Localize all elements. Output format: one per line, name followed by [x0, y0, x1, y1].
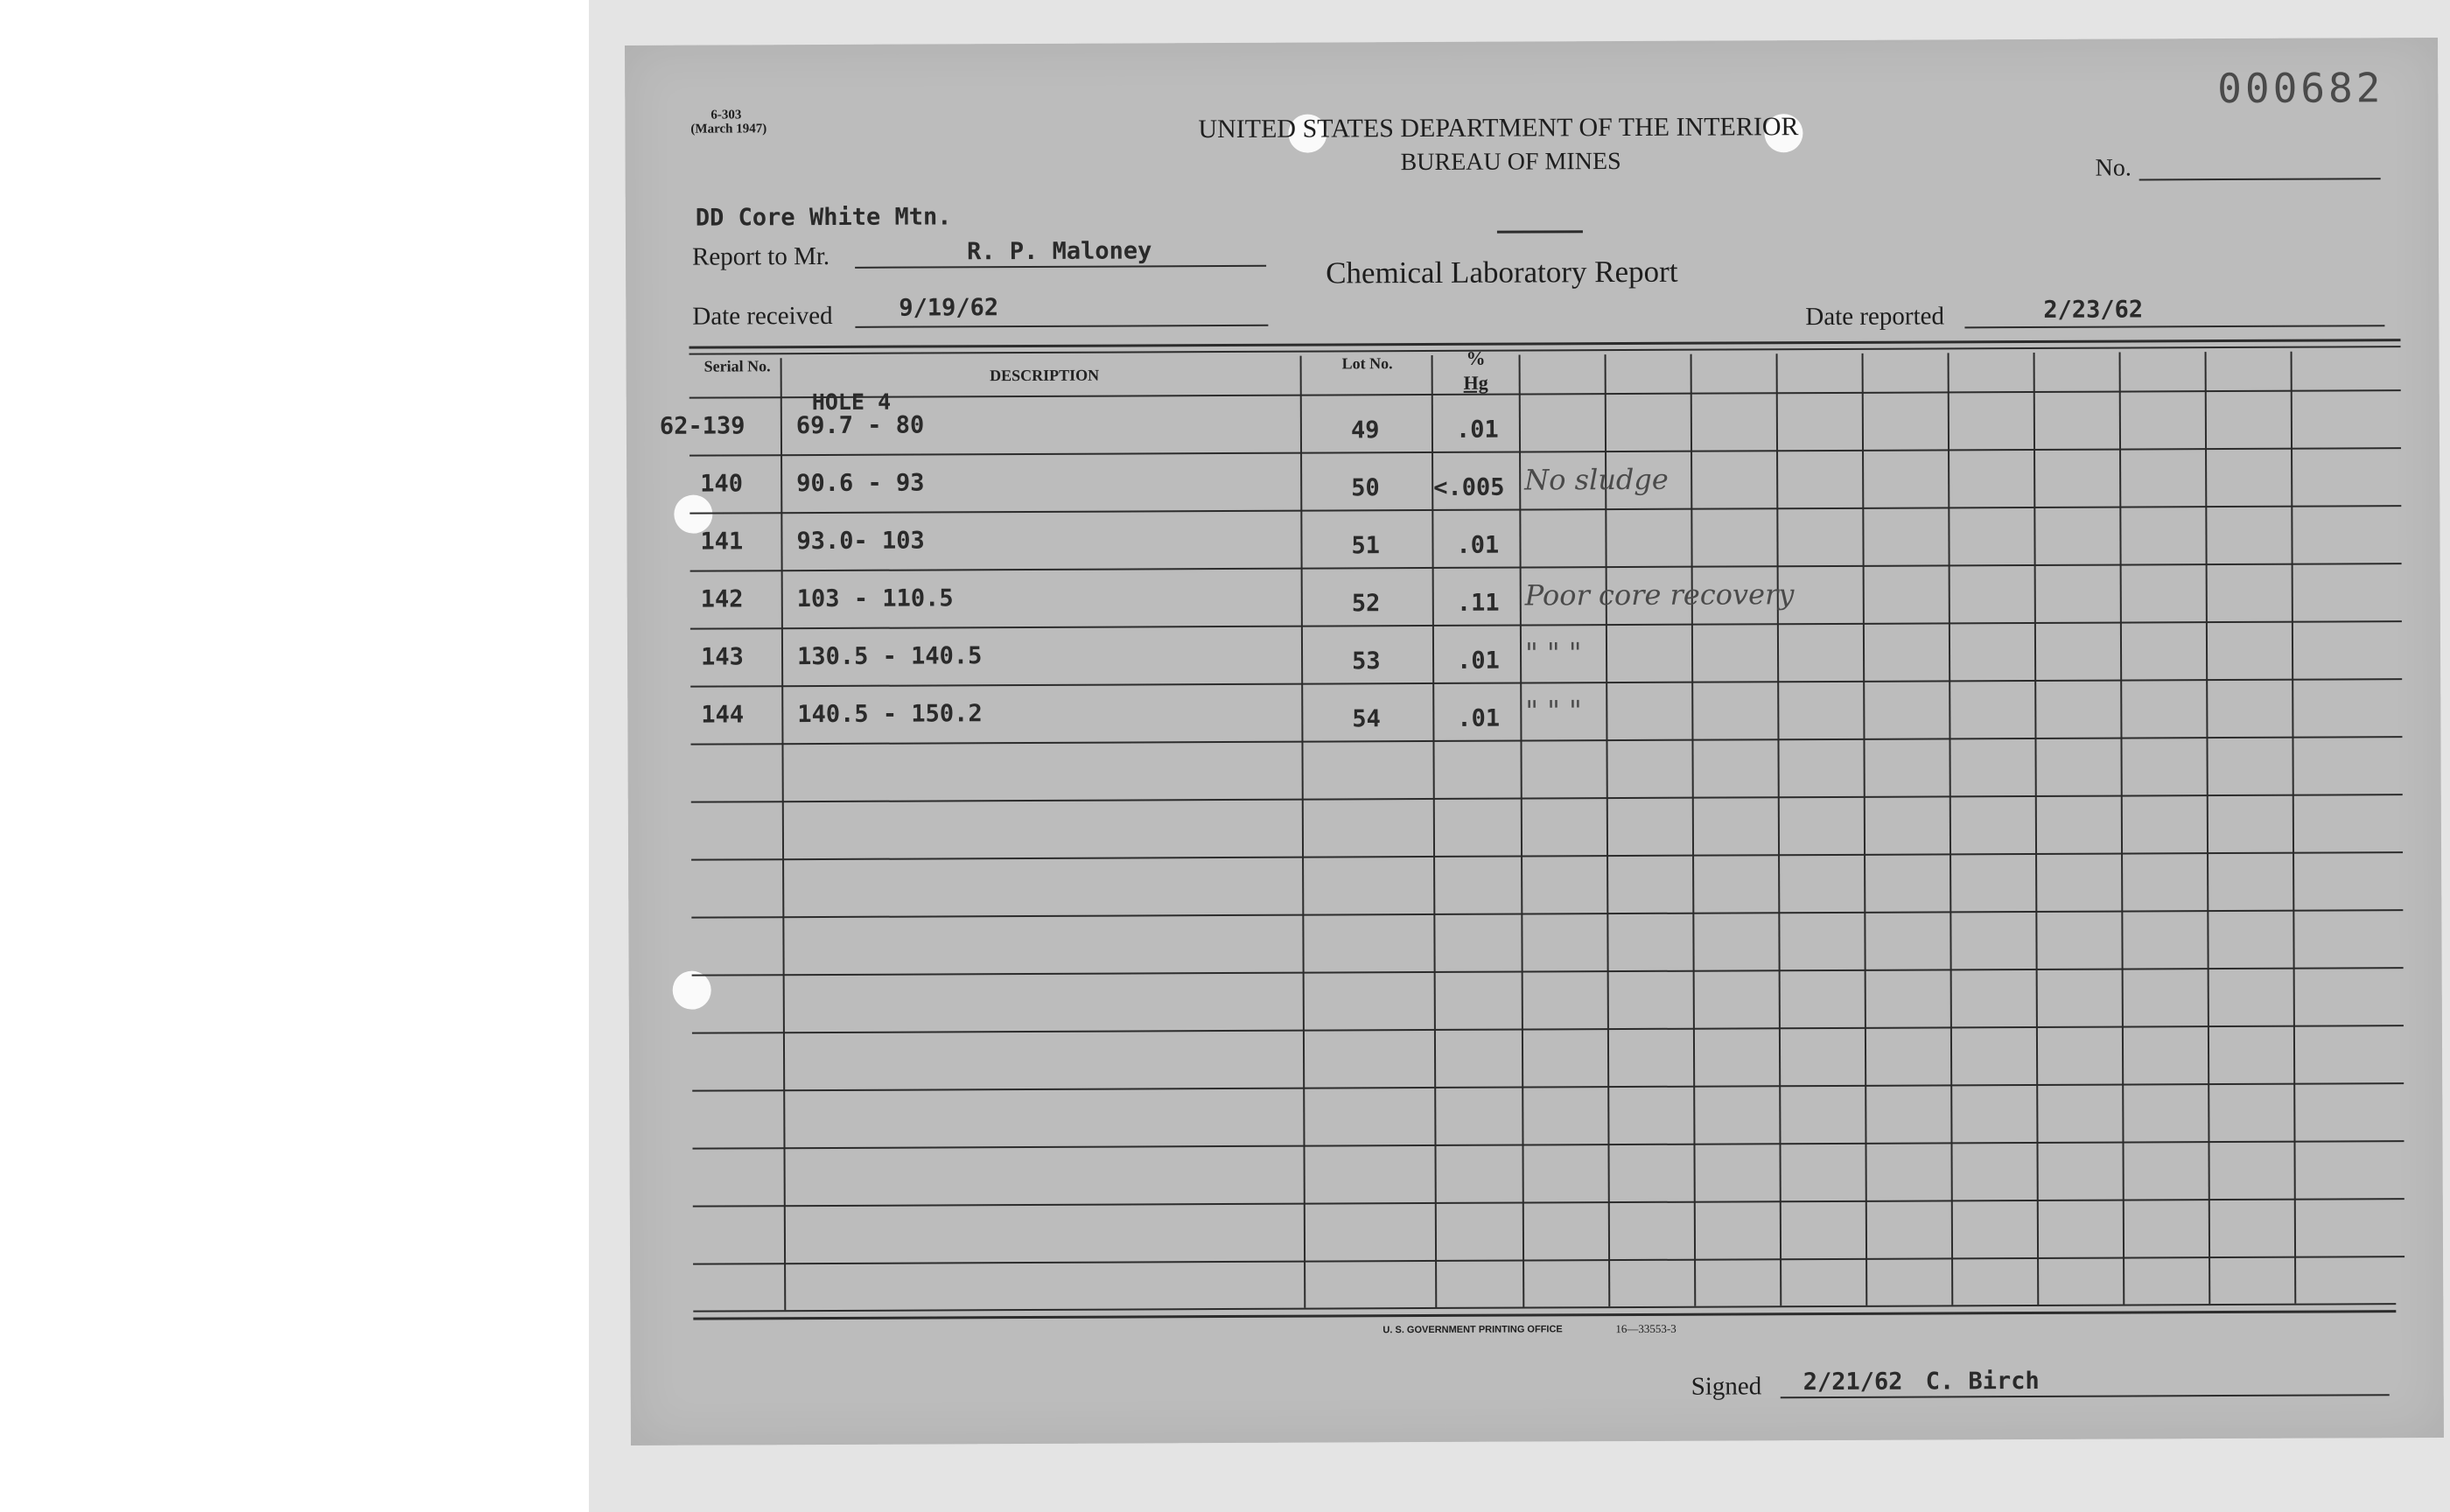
- header-description: DESCRIPTION: [990, 366, 1100, 385]
- grid-column-line: [1300, 356, 1306, 1308]
- grid-row-line: [691, 909, 2403, 919]
- row-serial-no: 62-139: [659, 412, 746, 440]
- row-lot-no: 52: [1351, 590, 1381, 618]
- grid-row-line: [690, 620, 2402, 630]
- grid-row-line: [693, 1256, 2404, 1265]
- row-serial-no: 144: [701, 701, 745, 729]
- grid-column-line: [2291, 352, 2297, 1304]
- signed-date: 2/21/62: [1802, 1368, 1903, 1396]
- row-serial-no: 142: [700, 585, 744, 613]
- grid-row-line: [690, 447, 2401, 457]
- grid-row-line: [692, 1140, 2404, 1150]
- grid-row-line: [690, 678, 2402, 688]
- row-lot-no: 51: [1351, 532, 1381, 560]
- header-serial-no: Serial No.: [704, 357, 771, 375]
- row-lot-no: 50: [1351, 474, 1380, 502]
- date-received-value: 9/19/62: [899, 294, 999, 322]
- row-lot-no: 49: [1350, 416, 1380, 444]
- report-to-underline: [855, 265, 1266, 269]
- grid-column-line: [2034, 353, 2040, 1305]
- header-hg: Hg: [1463, 371, 1488, 394]
- printing-office: U. S. GOVERNMENT PRINTING OFFICE: [1382, 1324, 1563, 1336]
- date-reported-value: 2/23/62: [2043, 296, 2144, 324]
- number-label: No.: [2095, 154, 2132, 182]
- row-description: 140.5 - 150.2: [797, 700, 983, 729]
- title-rule: [1497, 230, 1583, 233]
- row-description: 103 - 110.5: [796, 584, 954, 613]
- row-hg-value: .01: [1457, 704, 1501, 732]
- row-hg-value: .01: [1457, 647, 1500, 675]
- grid-column-line: [1948, 353, 1954, 1305]
- grid-row-line: [692, 1025, 2404, 1034]
- form-date: (March 1947): [690, 122, 767, 136]
- header-lot-no: Lot No.: [1341, 354, 1393, 373]
- date-reported-label: Date reported: [1805, 302, 1945, 332]
- row-description: 93.0- 103: [796, 527, 925, 556]
- row-note: " " ": [1524, 636, 1582, 670]
- signed-name: C. Birch: [1925, 1367, 2040, 1396]
- row-hg-value: <.005: [1433, 473, 1505, 501]
- agency-line-1: UNITED STATES DEPARTMENT OF THE INTERIOR: [1198, 112, 1799, 144]
- row-description: 90.6 - 93: [796, 469, 925, 498]
- grid-row-line: [691, 851, 2403, 861]
- date-reported-underline: [1964, 325, 2384, 328]
- project-name: DD Core White Mtn.: [695, 203, 952, 232]
- row-description: 130.5 - 140.5: [796, 642, 983, 671]
- grid-row-line: [692, 1082, 2404, 1092]
- report-to-value: R. P. Maloney: [966, 237, 1152, 266]
- form-id: 6-303: [710, 108, 742, 122]
- row-lot-no: 53: [1352, 648, 1381, 676]
- header-pct: %: [1466, 346, 1486, 369]
- grid-column-line: [2205, 352, 2211, 1304]
- report-title: Chemical Laboratory Report: [1326, 254, 1678, 290]
- row-hg-value: .11: [1456, 589, 1500, 617]
- grid-row-line: [690, 563, 2402, 572]
- row-serial-no: 143: [700, 643, 744, 671]
- grid-column-line: [1519, 355, 1525, 1307]
- lab-report-sheet: [625, 38, 2444, 1446]
- grid-row-line: [693, 1198, 2404, 1208]
- grid-column-line: [1776, 354, 1782, 1306]
- grid-row-line: [692, 967, 2404, 976]
- row-lot-no: 54: [1352, 705, 1381, 733]
- grid-column-line: [1690, 354, 1697, 1306]
- printing-code: 16—33553-3: [1615, 1321, 1676, 1336]
- table-bottom-rule-2: [693, 1310, 2396, 1320]
- signed-label: Signed: [1690, 1372, 1762, 1401]
- grid-column-line: [1605, 354, 1611, 1306]
- hole-label: HOLE 4: [811, 388, 892, 416]
- date-received-underline: [855, 325, 1268, 328]
- row-note: No sludge: [1524, 462, 1669, 497]
- grid-row-line: [690, 389, 2401, 399]
- row-note: " " ": [1525, 694, 1582, 728]
- row-hg-value: .01: [1455, 416, 1499, 444]
- row-serial-no: 140: [700, 470, 744, 498]
- grid-row-line: [691, 794, 2403, 803]
- row-serial-no: 141: [700, 528, 744, 556]
- document-number: 000682: [2217, 64, 2384, 113]
- agency-line-2: BUREAU OF MINES: [1400, 148, 1621, 177]
- grid-row-line: [690, 736, 2402, 746]
- row-hg-value: .01: [1456, 531, 1500, 559]
- grid-column-line: [1862, 354, 1868, 1306]
- punch-hole-side-lower: [673, 971, 711, 1010]
- grid-column-line: [2119, 353, 2125, 1305]
- grid-row-line: [690, 505, 2401, 514]
- row-note: Poor core recovery: [1524, 578, 1795, 612]
- number-underline: [2139, 178, 2381, 180]
- grid-column-line: [780, 358, 787, 1310]
- report-to-label: Report to Mr.: [691, 242, 830, 271]
- date-received-label: Date received: [692, 301, 833, 331]
- row-description: 69.7 - 80: [795, 411, 925, 440]
